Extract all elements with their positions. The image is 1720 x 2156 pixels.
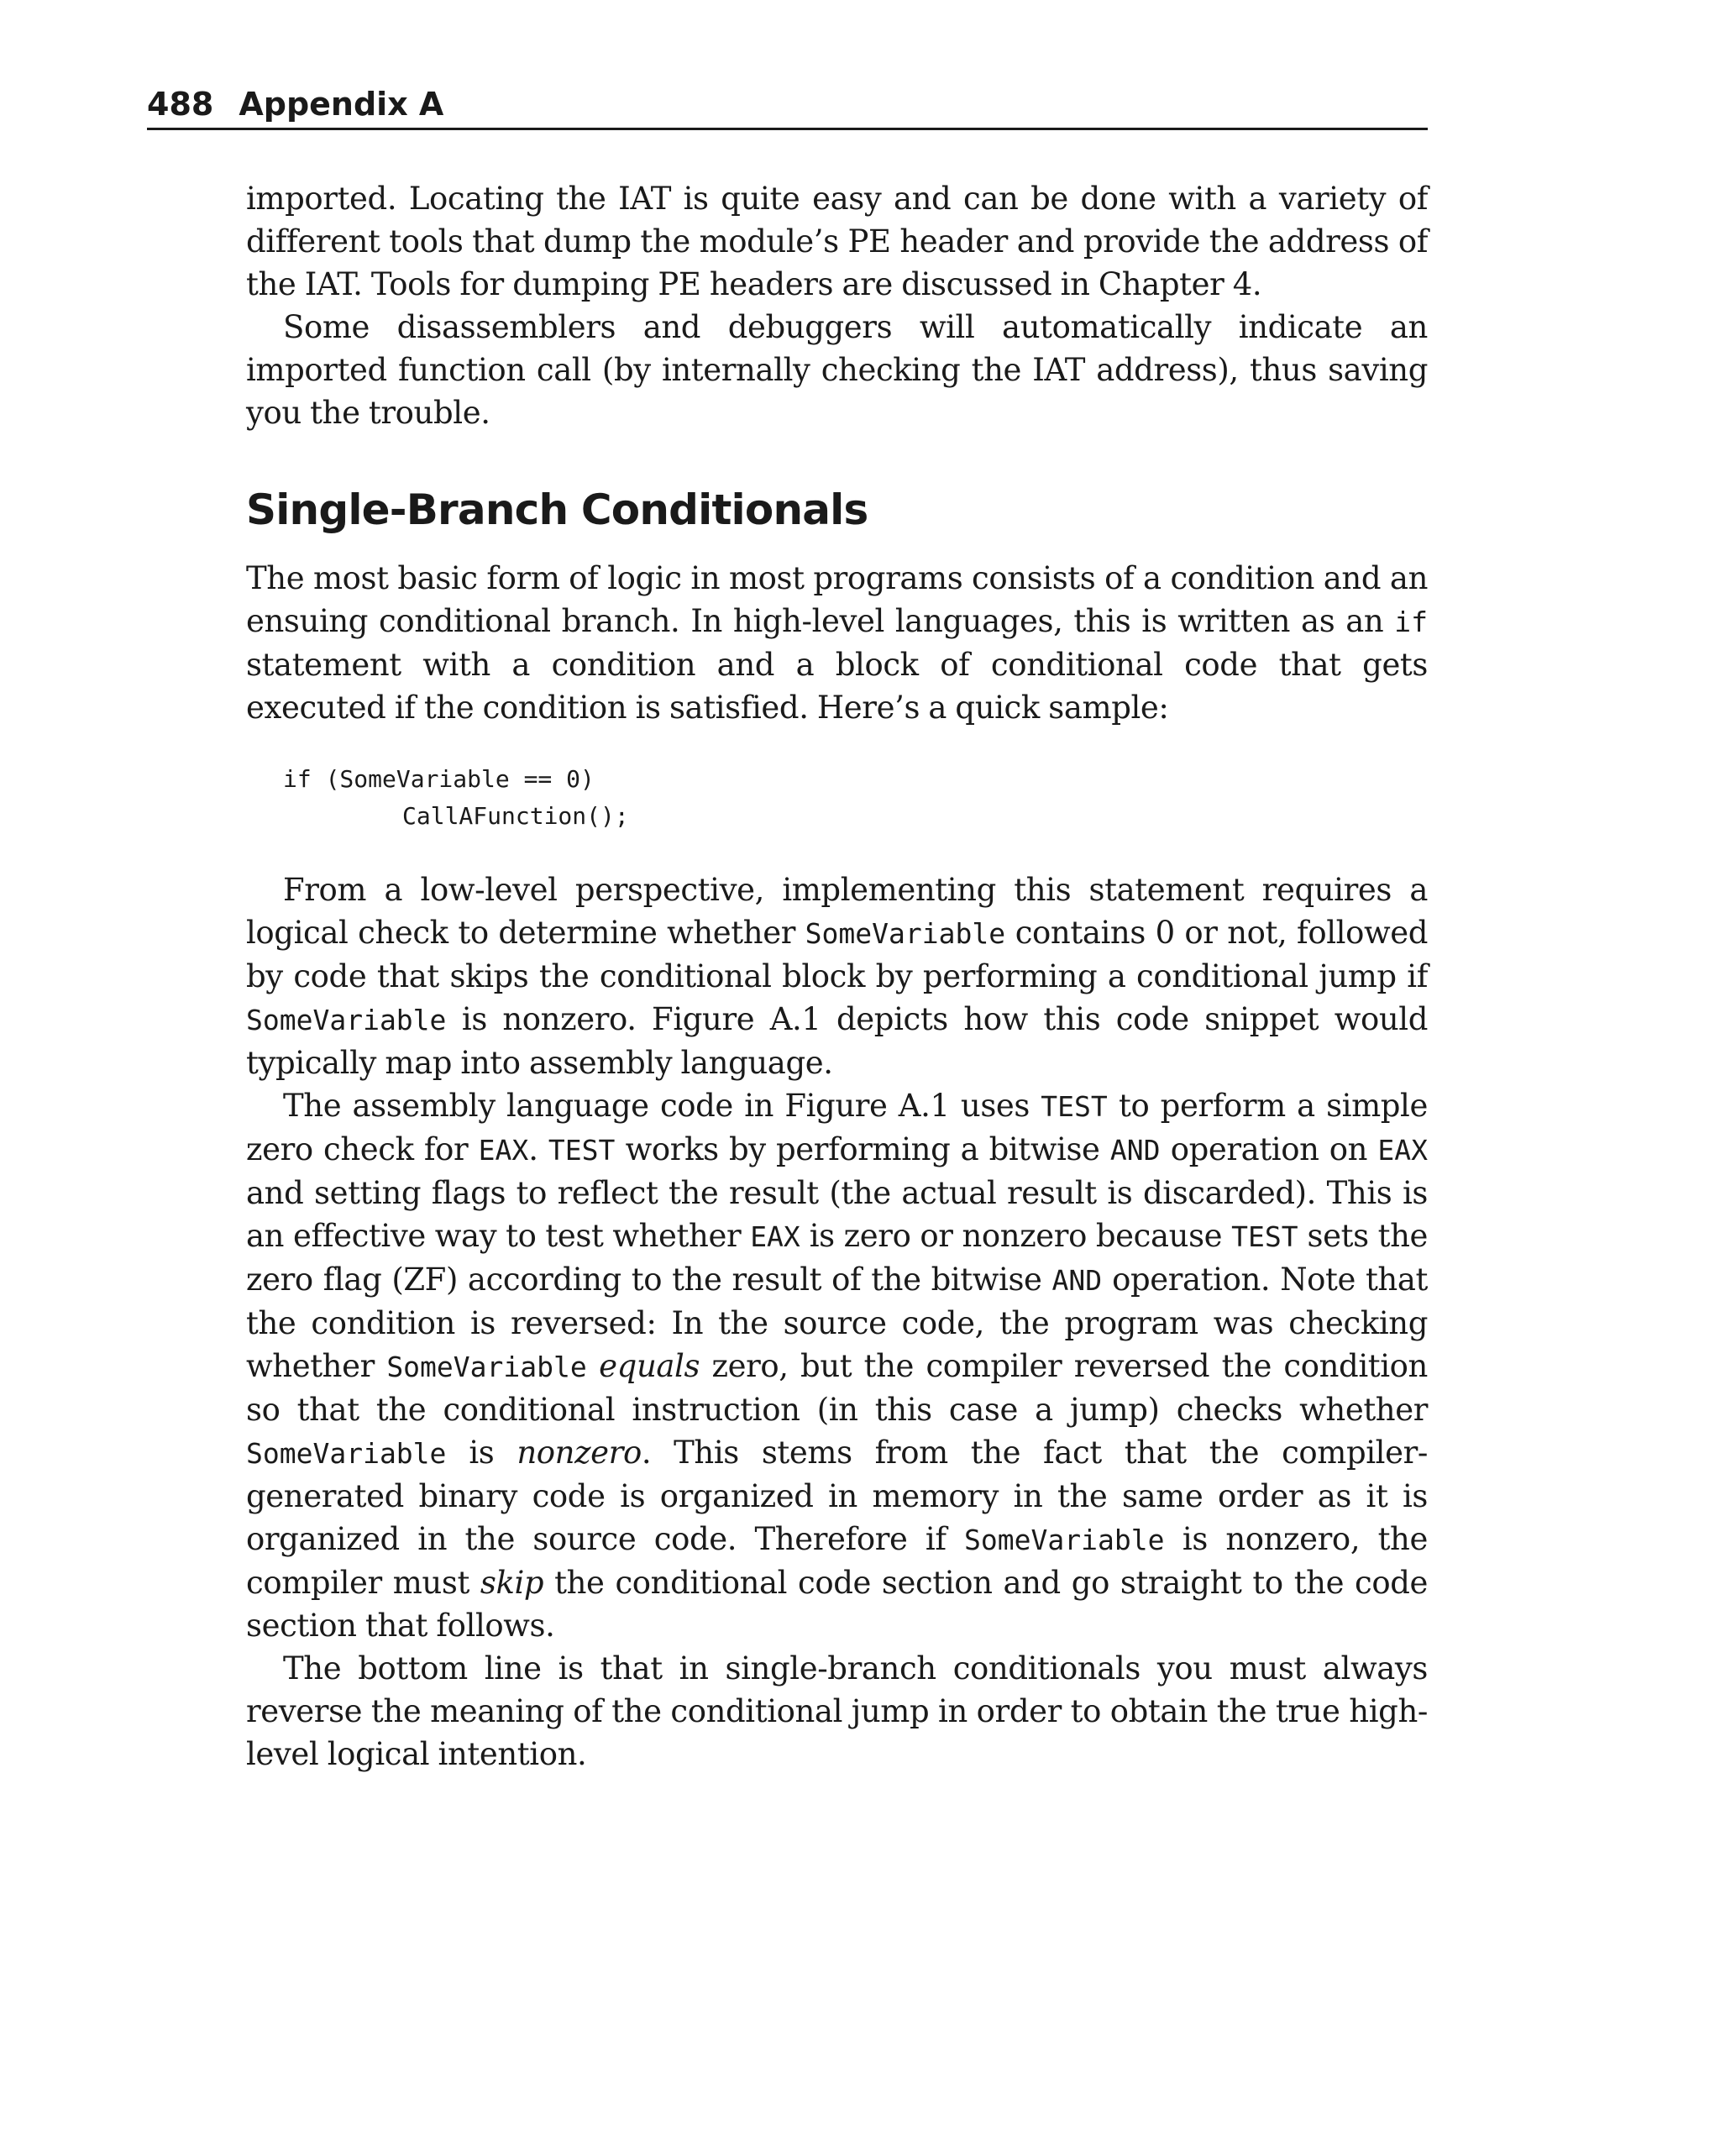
emphasis: equals — [599, 1348, 700, 1384]
code-line: if (SomeVariable == 0) — [283, 765, 595, 793]
inline-code: SomeVariable — [805, 917, 1006, 950]
inline-code: TEST — [1041, 1090, 1108, 1123]
running-header — [147, 81, 1428, 130]
paragraph-basic-logic: The most basic form of logic in most programs consists of a condition and an ensuing conditional branch. In high-level languages, this is written as an if statement with a condition and a block of conditional code that gets executed if the condition is satisfied. Here’s a quick sample: — [246, 560, 1428, 726]
page-body — [246, 177, 1428, 1776]
code-sample — [283, 761, 1428, 835]
paragraph-bottom-line: The bottom line is that in single-branch conditionals you must always reverse the meaning of the conditional jump in order to obtain the true high-level logical intention. — [246, 1650, 1428, 1772]
inline-code: SomeVariable — [246, 1004, 447, 1036]
inline-code: TEST — [1231, 1220, 1298, 1253]
inline-code: EAX — [750, 1220, 800, 1253]
paragraph-disassemblers: Some disassemblers and debuggers will automatically indicate an imported function call (by internally checking the IAT address), thus saving you the trouble. — [246, 309, 1428, 431]
inline-code: AND — [1109, 1134, 1161, 1167]
paragraph-intro-continued: imported. Locating the IAT is quite easy and can be done with a variety of different tools that dump the module’s PE header and provide the address of the IAT. Tools for dumping PE headers are discussed in Chapter 4. — [246, 181, 1428, 302]
inline-code: AND — [1051, 1264, 1103, 1297]
inline-code: EAX — [1377, 1134, 1428, 1167]
inline-code: SomeVariable — [964, 1524, 1165, 1556]
code-line: CallAFunction(); — [402, 802, 629, 830]
page-number: 488 — [147, 86, 214, 123]
inline-code: EAX — [478, 1134, 529, 1167]
paragraph-low-level: From a low-level perspective, implementing this statement requires a logical check to determine whether SomeVariable contains 0 or not, followed by code that skips the conditional block by performing a conditional jump if SomeVariable is nonzero. Figure A.1 depicts how this code snippet would typically map into assembly language. — [246, 872, 1428, 1081]
emphasis: skip — [480, 1565, 544, 1601]
section-heading: Single-Branch Conditionals — [246, 485, 868, 534]
inline-code: SomeVariable — [386, 1351, 587, 1383]
inline-code: TEST — [548, 1134, 616, 1167]
paragraph-test-instruction: The assembly language code in Figure A.1 uses TEST to perform a simple zero check for EAX. TEST works by performing a bitwise AND operation on EAX and setting flags to reflect the result (the actual result is discarded). This is an effective way to test whether EAX is zero or nonzero because TEST sets the zero flag (ZF) according to the result of the bitwise AND operation. Note that the condition is reversed: In the source code, the program was checking whether SomeVariable equals zero, but the compiler reversed the condition so that the conditional instruction (in this case a jump) checks whether SomeVariable is nonzero. This stems from the fact that the compiler-generated binary code is organized in memory in the same order as it is organized in the source code. Therefore if SomeVariable is nonzero, the compiler must skip the conditional code section and go straight to the code section that follows. — [246, 1088, 1428, 1644]
emphasis: nonzero — [517, 1435, 642, 1471]
inline-code: SomeVariable — [246, 1437, 447, 1470]
inline-code: if — [1394, 606, 1428, 638]
header-section-title: Appendix A — [239, 86, 444, 123]
